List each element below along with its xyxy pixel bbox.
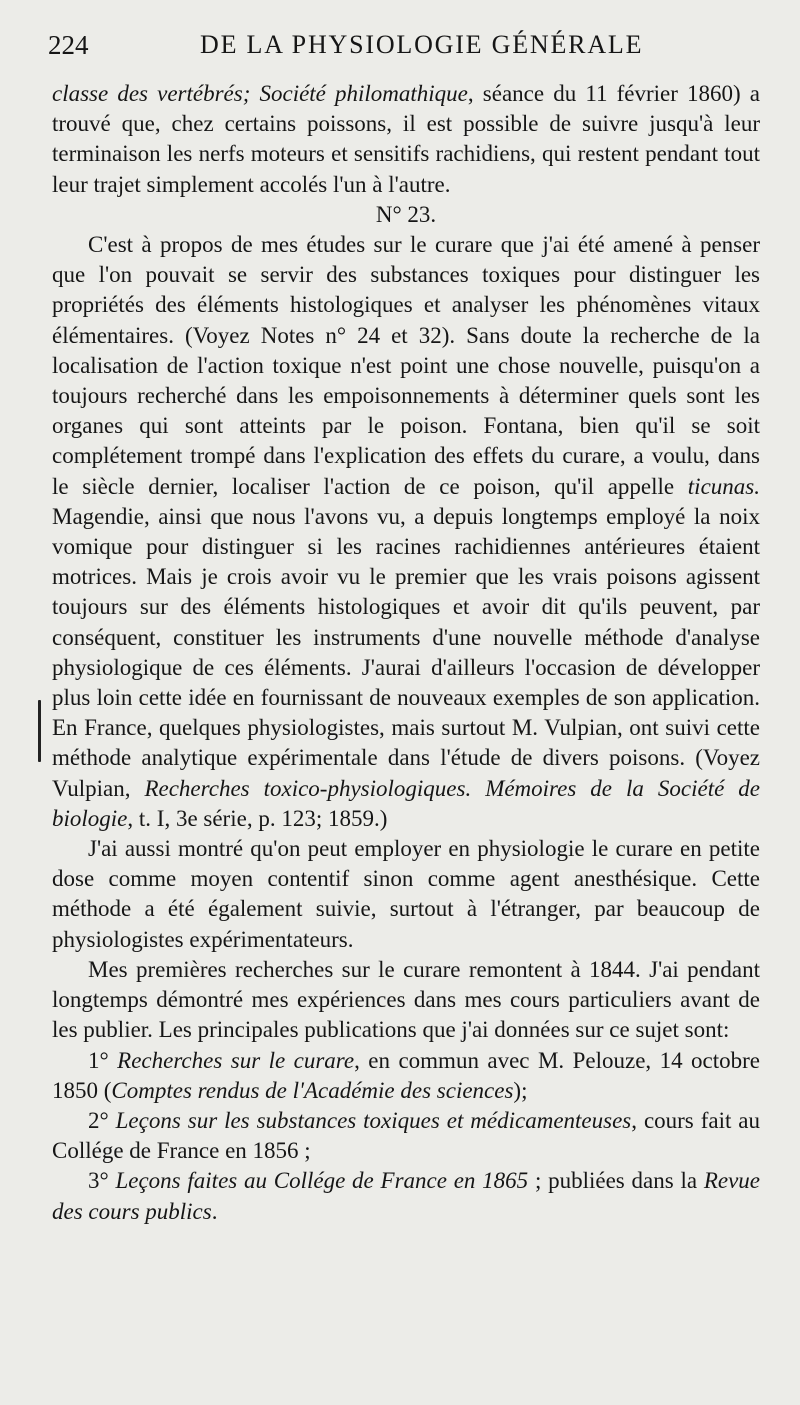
italic-title: Revue des cours publics <box>52 1168 760 1224</box>
paragraph-text: Magendie, ainsi que nous l'avons vu, a depuis longtemps employé la noix vomique pour distinguer si les racines rachidiennes antérieures étaient motrices. Mais je crois avoir vu le premier que les vrais poisons agissent toujours sur des éléments histologiques et avoir dit qu'ils peuvent, par conséquent, constituer les instruments d'une nouvelle méthode d'analyse physiologique de ces éléments. J'aurai d'ailleurs l'occasion de développer plus loin cette idée en fournissant de nouveaux exemples de son application. En France, quelques physiologistes, mais surtout M. Vulpian, ont suivi cette méthode analytique expérimentale dans l'étude de divers poisons. (Voyez Vulpian, <box>52 503 760 801</box>
list-item <box>52 1166 760 1226</box>
italic-title: Leçons sur les substances toxiques et médicamenteuses <box>115 1107 632 1133</box>
paragraph <box>52 230 760 834</box>
list-text: . <box>211 1198 218 1224</box>
italic-term: ticunas. <box>687 473 760 499</box>
italic-citation: Recherches toxico-physiologiques. Mémoires de la Société de biologie <box>52 775 761 831</box>
list-item <box>52 1046 760 1106</box>
list-text: ; publiées dans la <box>528 1168 704 1194</box>
note-heading: N° 23. <box>375 201 437 227</box>
list-item <box>52 1106 760 1166</box>
list-text: , en commun avec M. Pelouze, 14 octobre 1850 ( <box>52 1047 761 1103</box>
italic-title: Recherches sur le curare <box>117 1047 355 1073</box>
paragraph-text: C'est à propos de mes études sur le curare que j'ai été amené à penser que l'on pouvait se servir des substances toxiques pour distinguer les propriétés des éléments histologiques et analyser les phénomènes vitaux élémentaires. (Voyez Notes n° 24 et 32). Sans doute la recherche de la localisation de l'action toxique n'est point une chose nouvelle, puisqu'on a toujours recherché dans les empoisonnements à déterminer quels sont les organes qui sont atteints par le poison. Fontana, bien qu'il se soit complétement trompé dans l'explication des effets du curare, a voulu, dans le siècle dernier, localiser l'action de ce poison, qu'il appelle <box>52 232 760 499</box>
italic-citation: classe des vertébrés; Société philomathique <box>52 81 468 106</box>
list-number: 3° <box>88 1168 116 1194</box>
page-number: 224 <box>48 30 89 60</box>
paragraph-text: Mes premières recherches sur le curare remontent à 1844. J'ai pendant longtemps démontré mes expériences dans mes cours particuliers avant de les publier. Les principales publications que j'ai données sur ce sujet sont: <box>52 956 760 1043</box>
paragraph-text: , t. I, 3e série, p. 123; 1859.) <box>127 805 388 831</box>
list-number: 1° <box>88 1047 118 1073</box>
list-number: 2° <box>88 1107 116 1133</box>
paragraph-text: , séance du 11 février 1860) a trouvé que, chez certains poissons, il est possible de suivre jusqu'à leur terminaison les nerfs moteurs et sensitifs rachidiens, qui restent pendant tout leur trajet simplement accolés l'un à l'autre. <box>52 81 760 197</box>
running-title: DE LA PHYSIOLOGIE GÉNÉRALE <box>200 30 644 59</box>
italic-title: Comptes rendus de l'Académie des sciences <box>111 1077 514 1103</box>
italic-title: Leçons faites au Collége de France en 1865 <box>115 1168 529 1194</box>
paragraph <box>52 955 760 1046</box>
list-text: , cours fait au Collége de France en 1856 ; <box>52 1107 760 1164</box>
paragraph <box>52 834 760 955</box>
paragraph-continuation <box>52 79 760 200</box>
running-head <box>48 30 768 70</box>
paragraph-text: J'ai aussi montré qu'on peut employer en physiologie le curare en petite dose comme moyen contentif sinon comme agent anesthésique. Cette méthode a été également suivie, surtout à l'étranger, par beaucoup de physiologistes expérimentateurs. <box>52 836 760 952</box>
list-text: ); <box>513 1077 528 1103</box>
body-text <box>52 79 760 1227</box>
margin-mark <box>38 700 41 762</box>
